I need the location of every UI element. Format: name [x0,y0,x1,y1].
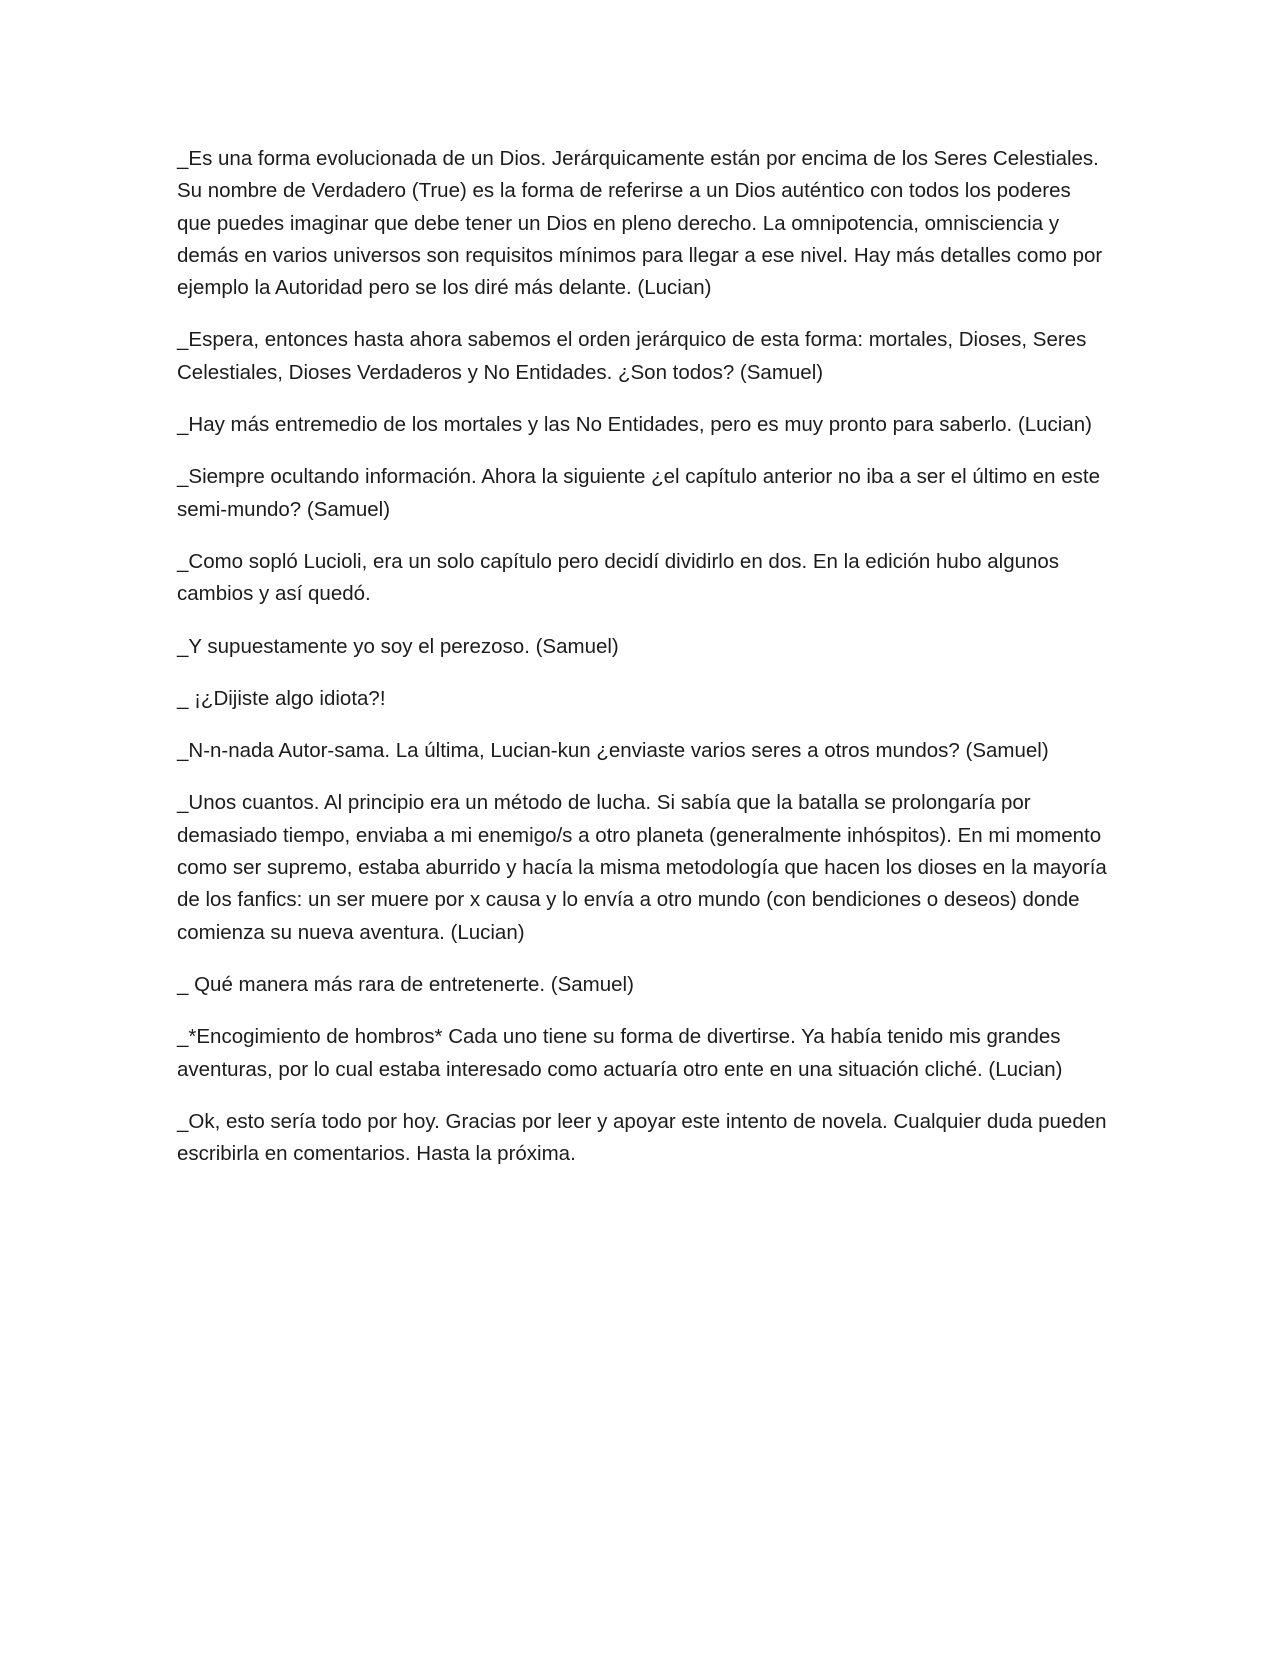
paragraph: _Siempre ocultando información. Ahora la siguiente ¿el capítulo anterior no iba a ser el último en este semi-mundo? (Samuel) [177,465,1101,521]
paragraph: _Unos cuantos. Al principio era un método de lucha. Si sabía que la batalla se prolongaría por demasiado tiempo, enviaba a mi enemigo/s a otro planeta (generalmente inhóspitos). En mi momento como ser supremo, estaba aburrido y hacía la misma metodología que hacen los dioses en la mayoría de los fanfics: un ser muere por x causa y lo envía a otro mundo (con bendiciones o deseos) donde comienza su nueva aventura. (Lucian) [177,791,1107,944]
paragraph: _Y supuestamente yo soy el perezoso. (Samuel) [177,634,619,658]
paragraph: _Como sopló Lucioli, era un solo capítulo pero decidí dividirlo en dos. En la edición hubo algunos cambios y así quedó. [177,549,1060,606]
paragraph: _Hay más entremedio de los mortales y las No Entidades, pero es muy pronto para saberlo. (Lucian) [177,413,1092,437]
paragraph: _ ¡¿Dijiste algo idiota?! [177,686,386,710]
document-body [177,143,1107,1190]
paragraph: _*Encogimiento de hombros* Cada uno tiene su forma de divertirse. Ya había tenido mis grandes aventuras, por lo cual estaba interesado como actuaría otro ente en una situación cliché. (Lucian) [177,1025,1063,1081]
paragraph: _N-n-nada Autor-sama. La última, Lucian-kun ¿enviaste varios seres a otros mundos? (Samuel) [177,739,1049,763]
paragraph: _Ok, esto sería todo por hoy. Gracias por leer y apoyar este intento de novela. Cualquier duda pueden escribirla en comentarios. Hasta la próxima. [177,1109,1107,1166]
paragraph: _Espera, entonces hasta ahora sabemos el orden jerárquico de esta forma: mortales, Dioses, Seres Celestiales, Dioses Verdaderos y No Entidades. ¿Son todos? (Samuel) [177,328,1087,384]
paragraph: _ Qué manera más rara de entretenerte. (Samuel) [177,972,634,996]
paragraph: _Es una forma evolucionada de un Dios. Jerárquicamente están por encima de los Seres Celestiales. Su nombre de Verdadero (True) es la forma de referirse a un Dios auténtico con todos los poderes que puedes imaginar que debe tener un Dios en pleno derecho. La omnipotencia, omnisciencia y demás en varios universos son requisitos mínimos para llegar a ese nivel. Hay más detalles como por ejemplo la Autoridad pero se los diré más delante. (Lucian) [177,147,1103,300]
